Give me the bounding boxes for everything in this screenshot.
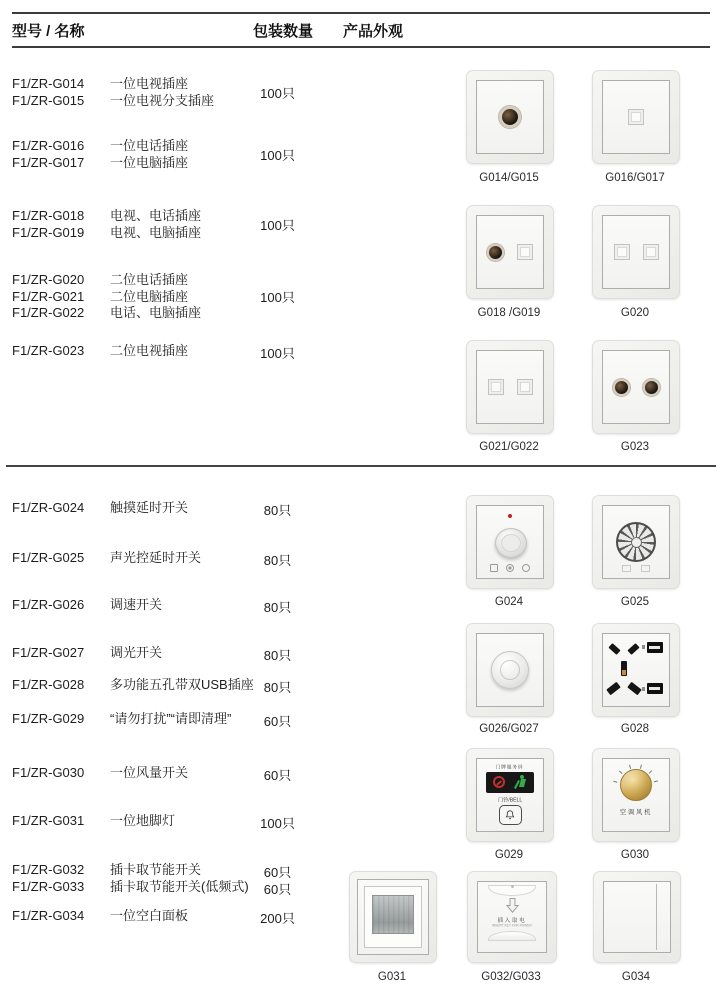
insert-card-label: 插入取电 [497,918,527,924]
qty-cell: 60只 [263,865,292,880]
bell-label: 门铃/BELL [497,798,523,804]
image-caption: G016/G017 [605,172,665,184]
column-header-model: 型号 / 名称 [12,23,85,40]
section-divider [6,465,716,467]
bell-icon [504,809,516,821]
rj-jack-icon [614,244,630,260]
rj-jack-icon [643,244,659,260]
qty-cell: 100只 [260,816,295,831]
rj-jack-icon [517,379,533,395]
name-cell: 调速开关 [110,597,163,612]
model-cell: F1/ZR-G026 [12,597,85,612]
table-row [12,711,312,730]
name-cell: 声光控延时开关 [110,550,202,565]
product-image-double-tv-socket [592,340,680,434]
do-not-disturb-icon [493,776,505,788]
image-caption: G032/G033 [481,971,541,983]
clean-up-icon [516,775,526,789]
product-image-touch-delay-switch [466,495,554,589]
name-cell: 插卡取节能开关 [110,862,202,877]
name-cell: 插卡取节能开关(低频式) [110,879,249,894]
qty-cell: 100只 [260,346,295,361]
model-cell: F1/ZR-G016 F1/ZR-G017 [12,138,85,170]
table-row [12,597,312,616]
table-row [12,813,312,832]
name-cell: 二位电视插座 [110,343,189,358]
image-caption: G018 /G019 [477,307,541,319]
product-image-double-jack [466,340,554,434]
model-cell: F1/ZR-G018 F1/ZR-G019 [12,208,85,240]
qty-cell: 60只 [263,714,292,729]
product-image-usb-socket [592,623,680,717]
table-row [12,76,312,109]
table-row [12,879,312,898]
function-icons [477,564,543,572]
qty-cell: 80只 [263,648,292,663]
product-image-sound-light-switch [592,495,680,589]
qty-cell: 100只 [260,218,295,233]
rj-jack-icon [517,244,533,260]
header-bottom-rule [12,46,710,48]
model-cell: F1/ZR-G034 [12,908,85,923]
table-row [12,908,312,927]
card-slot-icon [488,931,536,941]
five-hole-socket-icon [607,640,641,696]
product-image-tv-socket [466,70,554,164]
name-cell: 一位电话插座 一位电脑插座 [110,138,189,170]
product-image-blank-panel [593,871,681,963]
image-caption: G028 [620,723,650,735]
model-cell: F1/ZR-G030 [12,765,85,780]
qty-cell: 60只 [263,882,292,897]
table-row [12,208,312,241]
product-image-tv-net-socket [466,205,554,299]
product-image-double-jack [592,205,680,299]
name-cell: 二位电话插座 二位电脑插座 电话、电脑插座 [110,272,202,320]
qty-cell: 200只 [260,911,295,926]
table-row [12,550,312,569]
card-notch-icon [488,885,536,896]
image-caption: G014/G015 [479,172,539,184]
table-row [12,500,312,519]
qty-cell: 80只 [263,680,292,695]
function-icons [603,565,669,572]
rj-jack-icon [628,109,644,125]
image-caption: G031 [377,971,407,983]
model-cell: F1/ZR-G031 [12,813,85,828]
qty-cell: 60只 [263,768,292,783]
name-cell: 一位风量开关 [110,765,189,780]
model-cell: F1/ZR-G014 F1/ZR-G015 [12,76,85,108]
name-cell: 电视、电话插座 电视、电脑插座 [110,208,202,240]
image-caption: G026/G027 [479,723,539,735]
name-cell: 一位电视插座 一位电视分支插座 [110,76,215,108]
header-top-rule [12,12,710,14]
led-indicator-icon [508,514,512,518]
rj-jack-icon [488,379,504,395]
speaker-grille-icon [616,522,656,562]
foot-light-window-icon [372,895,414,934]
image-caption: G024 [494,596,524,608]
product-image-foot-light [349,871,437,963]
table-row [12,677,312,696]
gold-knob-icon [620,769,652,801]
image-caption: G020 [620,307,650,319]
model-cell: F1/ZR-G028 [12,677,85,692]
image-caption: G021/G022 [479,441,539,453]
name-cell: 触摸延时开关 [110,500,189,515]
product-image-doorplate-switch [466,748,554,842]
qty-cell: 80只 [263,600,292,615]
product-image-rotary-dimmer [466,623,554,717]
tv-coax-hole-icon [499,106,521,128]
image-caption: G023 [620,441,650,453]
table-row [12,343,312,362]
model-cell: F1/ZR-G024 [12,500,85,515]
model-cell: F1/ZR-G032 [12,862,85,877]
tv-coax-hole-icon [643,379,660,396]
qty-cell: 80只 [263,553,292,568]
image-caption: G034 [621,971,651,983]
column-header-qty: 包装数量 [253,23,314,40]
model-cell: F1/ZR-G029 [12,711,85,726]
table-row [12,272,312,322]
model-cell: F1/ZR-G023 [12,343,85,358]
model-cell: F1/ZR-G020 F1/ZR-G021 F1/ZR-G022 [12,272,85,320]
tv-coax-hole-icon [487,244,504,261]
column-header-look: 产品外观 [343,23,404,40]
doorbell-button-icon [499,805,522,825]
table-row [12,138,312,171]
insert-arrow-icon [505,897,520,914]
table-row [12,765,312,784]
usb-ports-icon [646,642,664,694]
doorplate-screen [486,772,534,793]
name-cell: 一位空白面板 [110,908,189,923]
product-image-net-socket [592,70,680,164]
name-cell: 一位地脚灯 [110,813,176,828]
image-caption: G029 [494,849,524,861]
name-cell: 调光开关 [110,645,163,660]
image-caption: G030 [620,849,650,861]
fan-knob-label: 空调风机 [619,809,653,816]
rotary-knob-icon [491,651,529,689]
touch-button-icon [495,528,527,558]
model-cell: F1/ZR-G025 [12,550,85,565]
product-image-fan-speed-switch [592,748,680,842]
qty-cell: 80只 [263,503,292,518]
foot-light-frame [364,886,422,948]
qty-cell: 100只 [260,86,295,101]
model-cell: F1/ZR-G033 [12,879,85,894]
model-cell: F1/ZR-G027 [12,645,85,660]
qty-cell: 100只 [260,148,295,163]
name-cell: 多功能五孔带双USB插座 [110,677,254,692]
panel-edge-line [656,884,657,950]
name-cell: “请勿打扰”“请即清理” [110,711,232,726]
table-row [12,645,312,664]
qty-cell: 100只 [260,290,295,306]
doorplate-title: 门牌服务屏 [495,765,524,771]
image-caption: G025 [620,596,650,608]
product-image-card-switch [467,871,557,963]
tv-coax-hole-icon [613,379,630,396]
insert-card-sublabel: INSERT KEY FOR POWER [491,924,533,928]
